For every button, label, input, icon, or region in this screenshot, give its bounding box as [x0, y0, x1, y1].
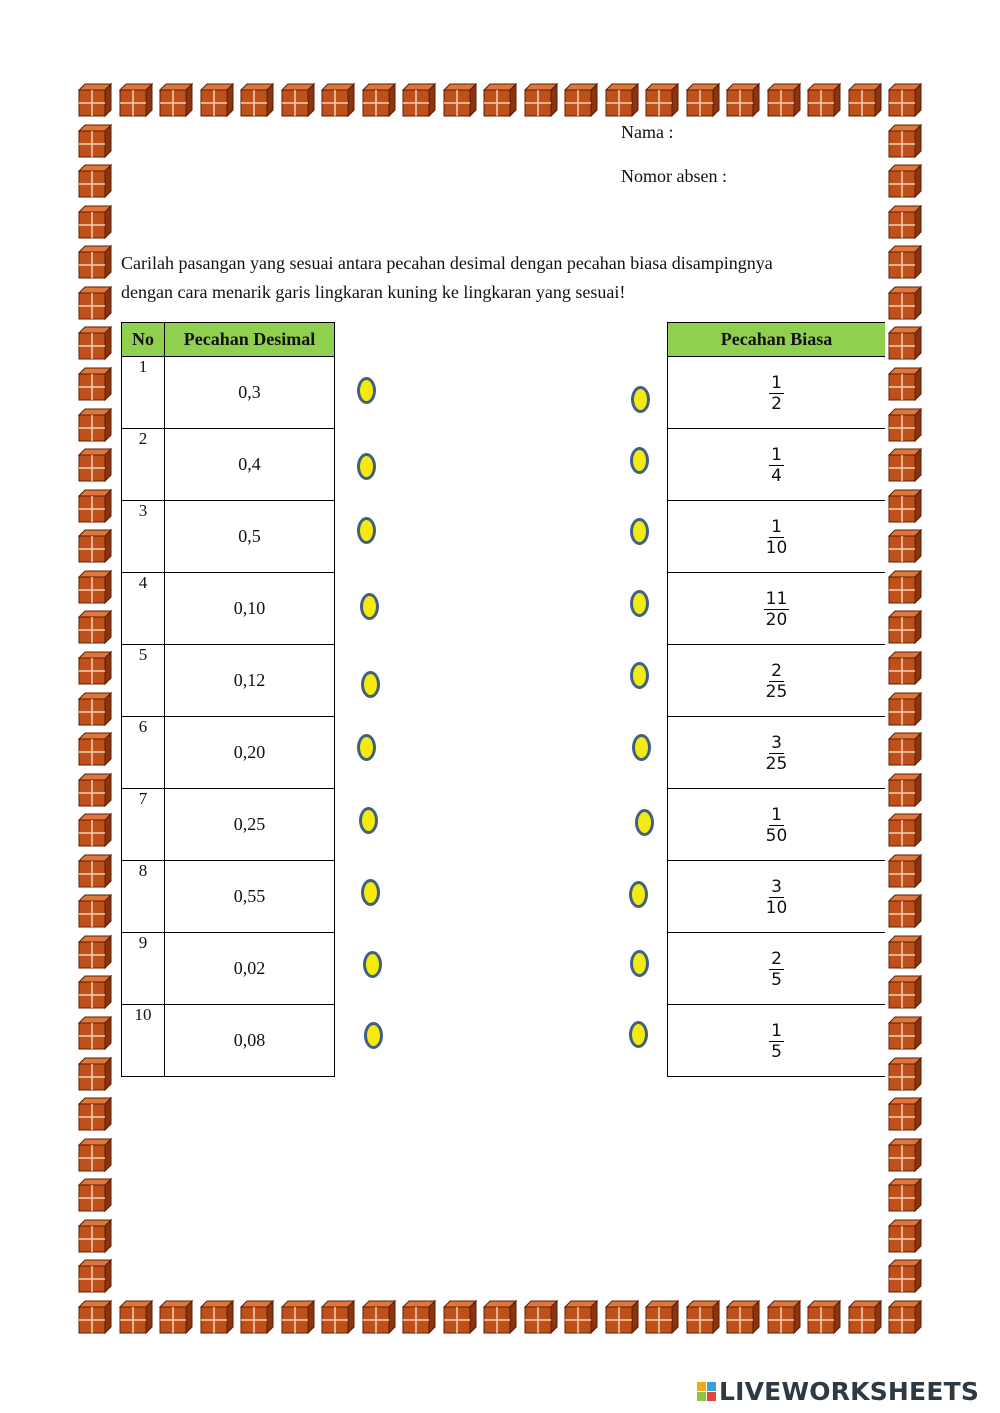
left-connector-dot-9[interactable] — [363, 951, 382, 978]
brick-icon — [403, 1301, 435, 1333]
brick-icon — [889, 368, 921, 400]
brick-icon — [889, 895, 921, 927]
fraction-numerator: 1 — [771, 372, 782, 393]
left-connector-dot-8[interactable] — [361, 879, 380, 906]
fraction-denominator: 10 — [765, 537, 788, 558]
fraction-denominator: 20 — [765, 609, 788, 630]
brick-icon — [687, 1301, 719, 1333]
decimal-value: 0,10 — [165, 573, 335, 645]
decimal-row — [122, 861, 335, 933]
brick-icon — [889, 125, 921, 157]
right-connector-dot-9[interactable] — [630, 950, 649, 977]
row-number: 5 — [122, 645, 165, 717]
row-number: 1 — [122, 357, 165, 429]
decimal-value: 0,08 — [165, 1005, 335, 1077]
right-connector-dot-10[interactable] — [629, 1021, 648, 1048]
brick-icon — [606, 1301, 638, 1333]
fraction-row — [668, 645, 886, 717]
brick-icon — [889, 1058, 921, 1090]
col-decimal-header: Pecahan Desimal — [165, 323, 335, 357]
brick-icon — [201, 1301, 233, 1333]
brick-icon — [79, 287, 111, 319]
fraction-denominator: 25 — [765, 753, 788, 774]
absen-label: Nomor absen : — [621, 166, 727, 186]
brick-icon — [484, 1301, 516, 1333]
fraction-row — [668, 1005, 886, 1077]
left-connector-dot-4[interactable] — [360, 593, 379, 620]
decimal-value: 0,02 — [165, 933, 335, 1005]
row-number: 8 — [122, 861, 165, 933]
brick-icon — [889, 1260, 921, 1292]
brick-icon — [889, 814, 921, 846]
logo-badge-icon — [697, 1382, 716, 1401]
brick-icon — [889, 530, 921, 562]
brick-icon — [120, 1301, 152, 1333]
fraction-row — [668, 573, 886, 645]
brick-icon — [525, 84, 557, 116]
fraction-numerator: 2 — [771, 660, 782, 681]
row-number: 2 — [122, 429, 165, 501]
fraction-denominator: 5 — [771, 969, 782, 990]
brick-icon — [525, 1301, 557, 1333]
left-connector-dot-1[interactable] — [357, 377, 376, 404]
brick-icon — [889, 611, 921, 643]
brick-icon — [160, 1301, 192, 1333]
fraction-row — [668, 357, 886, 429]
decimal-table — [121, 322, 335, 1077]
left-connector-dot-3[interactable] — [357, 517, 376, 544]
brick-icon — [889, 1017, 921, 1049]
decimal-value: 0,55 — [165, 861, 335, 933]
brick-icon — [79, 1058, 111, 1090]
brick-icon — [889, 1098, 921, 1130]
fraction-value — [769, 1021, 784, 1062]
fraction-value — [764, 877, 790, 918]
brick-icon — [120, 84, 152, 116]
left-connector-dot-7[interactable] — [359, 807, 378, 834]
fraction-value — [764, 733, 790, 774]
instruction-line-2: dengan cara menarik garis lingkaran kuning ke lingkaran yang sesuai! — [121, 282, 626, 302]
logo-text: LIVEWORKSHEETS — [719, 1377, 980, 1406]
right-connector-dot-5[interactable] — [630, 662, 649, 689]
decimal-row — [122, 933, 335, 1005]
decimal-row — [122, 645, 335, 717]
brick-icon — [889, 693, 921, 725]
brick-icon — [79, 693, 111, 725]
decimal-value: 0,12 — [165, 645, 335, 717]
left-connector-dot-10[interactable] — [364, 1022, 383, 1049]
fraction-denominator: 25 — [765, 681, 788, 702]
fraction-table — [667, 322, 885, 1077]
brick-icon — [646, 84, 678, 116]
right-connector-dot-7[interactable] — [635, 809, 654, 836]
brick-icon — [565, 84, 597, 116]
decimal-value: 0,5 — [165, 501, 335, 573]
brick-icon — [79, 1098, 111, 1130]
brick-icon — [79, 855, 111, 887]
fraction-numerator: 3 — [771, 732, 782, 753]
instruction — [121, 249, 881, 307]
liveworksheets-logo — [697, 1377, 979, 1406]
fraction-row — [668, 789, 886, 861]
fraction-denominator: 4 — [771, 465, 782, 486]
brick-icon — [727, 1301, 759, 1333]
brick-icon — [403, 84, 435, 116]
brick-icon — [79, 84, 111, 116]
brick-icon — [889, 84, 921, 116]
decimal-row — [122, 789, 335, 861]
brick-icon — [363, 1301, 395, 1333]
brick-icon — [808, 84, 840, 116]
fraction-numerator: 1 — [771, 516, 782, 537]
right-connector-dot-6[interactable] — [632, 734, 651, 761]
brick-icon — [768, 1301, 800, 1333]
brick-icon — [849, 1301, 881, 1333]
brick-icon — [79, 530, 111, 562]
fraction-value — [764, 805, 790, 846]
brick-icon — [79, 165, 111, 197]
fraction-cell — [668, 357, 886, 429]
brick-icon — [79, 1220, 111, 1252]
fraction-value — [769, 445, 784, 486]
brick-icon — [889, 327, 921, 359]
brick-icon — [79, 814, 111, 846]
brick-icon — [79, 652, 111, 684]
brick-icon — [79, 1260, 111, 1292]
fraction-numerator: 3 — [771, 876, 782, 897]
decimal-value: 0,20 — [165, 717, 335, 789]
row-number: 9 — [122, 933, 165, 1005]
col-fraction-header: Pecahan Biasa — [668, 323, 886, 357]
fraction-row — [668, 861, 886, 933]
brick-icon — [889, 449, 921, 481]
decimal-value: 0,4 — [165, 429, 335, 501]
fraction-row — [668, 933, 886, 1005]
brick-icon — [646, 1301, 678, 1333]
row-number: 3 — [122, 501, 165, 573]
fraction-numerator: 1 — [771, 1020, 782, 1041]
fraction-denominator: 5 — [771, 1041, 782, 1062]
brick-icon — [282, 84, 314, 116]
brick-icon — [79, 1139, 111, 1171]
fraction-cell — [668, 429, 886, 501]
brick-icon — [606, 84, 638, 116]
fraction-value — [764, 661, 790, 702]
brick-icon — [889, 936, 921, 968]
row-number: 4 — [122, 573, 165, 645]
brick-icon — [79, 774, 111, 806]
brick-icon — [79, 936, 111, 968]
brick-icon — [889, 1301, 921, 1333]
row-number: 10 — [122, 1005, 165, 1077]
brick-icon — [79, 206, 111, 238]
fraction-value — [769, 373, 784, 414]
brick-icon — [889, 652, 921, 684]
fraction-numerator: 1 — [771, 444, 782, 465]
left-connector-dot-2[interactable] — [357, 453, 376, 480]
brick-icon — [889, 287, 921, 319]
brick-icon — [79, 246, 111, 278]
brick-icon — [79, 1179, 111, 1211]
decimal-value: 0,25 — [165, 789, 335, 861]
brick-icon — [484, 84, 516, 116]
fraction-cell — [668, 717, 886, 789]
brick-icon — [79, 1017, 111, 1049]
fraction-row — [668, 501, 886, 573]
decimal-row — [122, 573, 335, 645]
brick-icon — [79, 327, 111, 359]
col-no-header: No — [122, 323, 165, 357]
brick-icon — [889, 490, 921, 522]
fraction-cell — [668, 573, 886, 645]
brick-icon — [889, 1179, 921, 1211]
brick-icon — [889, 1139, 921, 1171]
right-connector-dot-1[interactable] — [631, 386, 650, 413]
fraction-value — [764, 517, 790, 558]
brick-icon — [808, 1301, 840, 1333]
brick-icon — [889, 246, 921, 278]
decimal-row — [122, 501, 335, 573]
brick-icon — [79, 1301, 111, 1333]
brick-icon — [79, 611, 111, 643]
instruction-line-1: Carilah pasangan yang sesuai antara pecahan desimal dengan pecahan biasa disampingnya — [121, 253, 773, 273]
fraction-value — [769, 949, 784, 990]
fraction-numerator: 11 — [765, 588, 788, 609]
brick-icon — [241, 1301, 273, 1333]
fraction-cell — [668, 645, 886, 717]
brick-icon — [565, 1301, 597, 1333]
brick-icon — [282, 1301, 314, 1333]
brick-icon — [727, 84, 759, 116]
decimal-value: 0,3 — [165, 357, 335, 429]
brick-icon — [889, 733, 921, 765]
brick-icon — [889, 774, 921, 806]
brick-icon — [79, 490, 111, 522]
brick-icon — [322, 1301, 354, 1333]
brick-icon — [160, 84, 192, 116]
right-connector-dot-4[interactable] — [630, 590, 649, 617]
fraction-cell — [668, 789, 886, 861]
brick-icon — [889, 409, 921, 441]
fraction-denominator: 50 — [765, 825, 788, 846]
name-label: Nama : — [621, 122, 674, 142]
brick-icon — [79, 409, 111, 441]
fraction-row — [668, 717, 886, 789]
brick-icon — [79, 976, 111, 1008]
brick-icon — [201, 84, 233, 116]
fraction-denominator: 2 — [771, 393, 782, 414]
fraction-cell — [668, 1005, 886, 1077]
row-number: 6 — [122, 717, 165, 789]
left-connector-dot-6[interactable] — [357, 734, 376, 761]
fraction-denominator: 10 — [765, 897, 788, 918]
brick-icon — [79, 733, 111, 765]
brick-icon — [79, 125, 111, 157]
decimal-row — [122, 429, 335, 501]
brick-icon — [79, 449, 111, 481]
right-connector-dot-2[interactable] — [630, 447, 649, 474]
fraction-numerator: 1 — [771, 804, 782, 825]
brick-icon — [889, 206, 921, 238]
brick-icon — [444, 84, 476, 116]
fraction-cell — [668, 933, 886, 1005]
fraction-cell — [668, 501, 886, 573]
row-number: 7 — [122, 789, 165, 861]
fraction-numerator: 2 — [771, 948, 782, 969]
brick-icon — [322, 84, 354, 116]
fraction-value — [764, 589, 790, 630]
brick-icon — [241, 84, 273, 116]
decimal-row — [122, 1005, 335, 1077]
brick-icon — [889, 165, 921, 197]
left-connector-dot-5[interactable] — [361, 671, 380, 698]
brick-icon — [889, 976, 921, 1008]
brick-icon — [687, 84, 719, 116]
brick-icon — [889, 1220, 921, 1252]
brick-icon — [849, 84, 881, 116]
decimal-row — [122, 717, 335, 789]
brick-icon — [444, 1301, 476, 1333]
right-connector-dot-8[interactable] — [629, 881, 648, 908]
fraction-cell — [668, 861, 886, 933]
brick-icon — [889, 571, 921, 603]
brick-icon — [79, 571, 111, 603]
brick-icon — [79, 895, 111, 927]
brick-icon — [79, 368, 111, 400]
brick-icon — [768, 84, 800, 116]
right-connector-dot-3[interactable] — [630, 518, 649, 545]
fraction-row — [668, 429, 886, 501]
brick-icon — [363, 84, 395, 116]
brick-icon — [889, 855, 921, 887]
decimal-row — [122, 357, 335, 429]
